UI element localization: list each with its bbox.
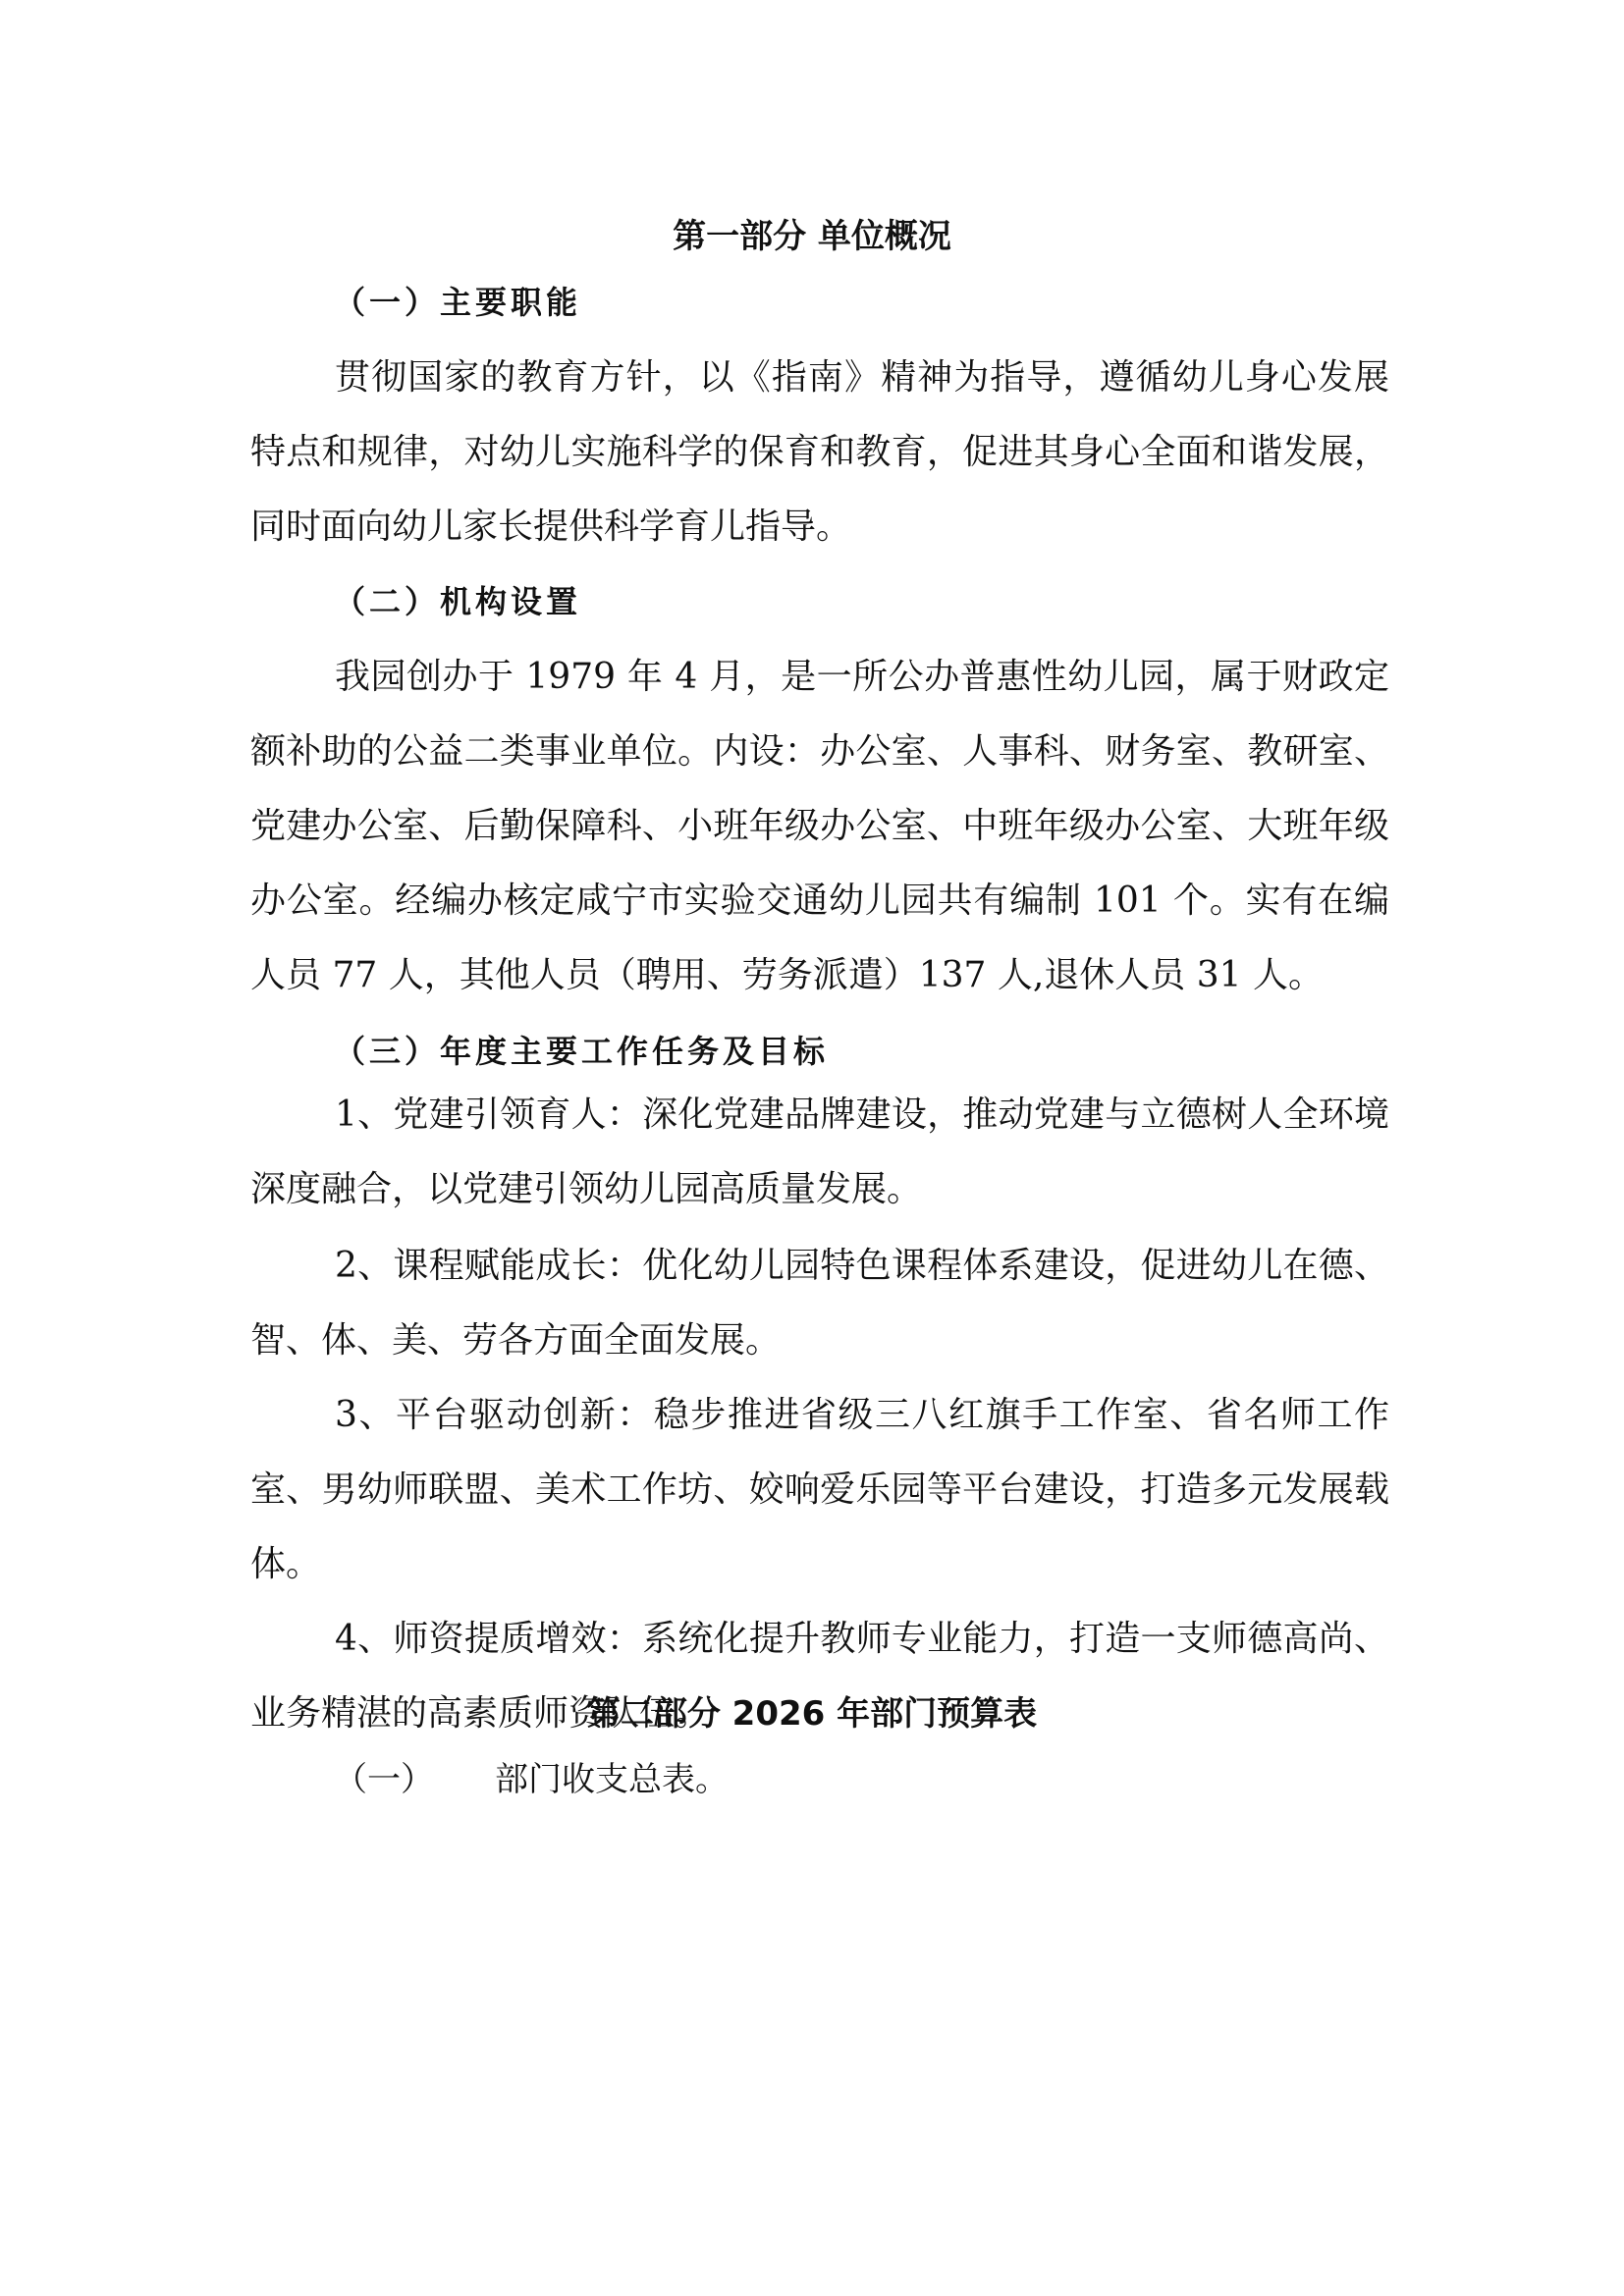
subheading-number: （一） [334,1760,434,1799]
budget-table-subheading [334,1757,729,1802]
part2-title: 第二部分 2026 年部门预算表 [586,1694,1038,1734]
subheading-label: 部门收支总表。 [495,1760,729,1799]
functions-heading: （一）主要职能 [334,284,582,321]
task-item-1: 1、党建引领育人：深化党建品牌建设，推动党建与立德树人全环境深度融合，以党建引领幼儿园高质量发展。 [250,1095,1389,1209]
task-item-4: 4、师资提质增效：系统化提升教师专业能力，打造一支师德高尚、业务精湛的高素质师资队伍。 [250,1619,1389,1734]
part1-title: 第一部分 单位概况 [673,217,951,256]
tasks-heading: （三）年度主要工作任务及目标 [334,1033,830,1070]
structure-paragraph: 我园创办于 1979 年 4 月，是一所公办普惠性幼儿园，属于财政定额补助的公益二类事业单位。内设：办公室、人事科、财务室、教研室、党建办公室、后勤保障科、小班年级办公室、中班年级办公室、大班年级办公室。经编办核定咸宁市实验交通幼儿园共有编制 101 个。实有在编人员 77 人，其他人员（聘用、劳务派遣）137 人,退休人员 31 人。 [250,657,1389,995]
functions-paragraph: 贯彻国家的教育方针，以《指南》精神为指导，遵循幼儿身心发展特点和规律，对幼儿实施科学的保育和教育，促进其身心全面和谐发展，同时面向幼儿家长提供科学育儿指导。 [250,357,1389,547]
task-item-2: 2、课程赋能成长：优化幼儿园特色课程体系建设，促进幼儿在德、智、体、美、劳各方面全面发展。 [250,1246,1389,1361]
task-item-3: 3、平台驱动创新：稳步推进省级三八红旗手工作室、省名师工作室、男幼师联盟、美术工作坊、姣响爱乐园等平台建设，打造多元发展载体。 [250,1395,1389,1584]
structure-heading: （二）机构设置 [334,583,582,620]
